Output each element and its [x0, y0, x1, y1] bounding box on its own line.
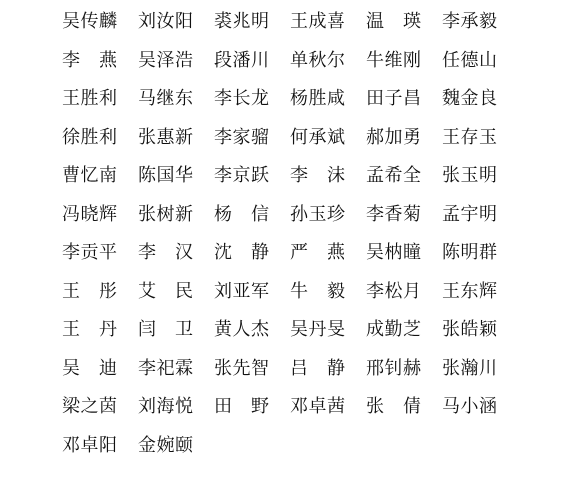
name-entry: 吴泽浩 [138, 49, 194, 71]
name-entry: 李京跃 [214, 165, 270, 187]
name-entry: 吴 迪 [62, 357, 118, 379]
name-entry: 李长龙 [214, 88, 270, 110]
name-entry: 邓卓阳 [62, 434, 118, 456]
name-entry: 张先智 [214, 357, 270, 379]
name-entry: 冯晓辉 [62, 203, 118, 225]
name-entry: 李承毅 [442, 11, 498, 33]
name-entry: 成勤芝 [366, 319, 422, 341]
name-entry: 黄人杰 [214, 319, 270, 341]
name-entry: 张惠新 [138, 126, 194, 148]
name-entry: 徐胜利 [62, 126, 118, 148]
name-entry: 严 燕 [290, 242, 346, 264]
name-entry: 郝加勇 [366, 126, 422, 148]
name-entry: 李祀霖 [138, 357, 194, 379]
name-entry: 李香菊 [366, 203, 422, 225]
name-entry: 曹忆南 [62, 165, 118, 187]
name-entry: 张皓颖 [442, 319, 498, 341]
name-entry: 裘兆明 [214, 11, 270, 33]
name-entry: 张玉明 [442, 165, 498, 187]
name-entry: 梁之茵 [62, 396, 118, 418]
name-entry: 吴传麟 [62, 11, 118, 33]
name-entry: 魏金良 [442, 88, 498, 110]
name-entry: 马小涵 [442, 396, 498, 418]
name-entry: 刘汝阳 [138, 11, 194, 33]
name-entry: 闫 卫 [138, 319, 194, 341]
name-entry: 牛维刚 [366, 49, 422, 71]
name-entry: 王 彤 [62, 280, 118, 302]
name-entry: 吕 静 [290, 357, 346, 379]
name-entry: 单秋尔 [290, 49, 346, 71]
name-entry: 王胜利 [62, 88, 118, 110]
name-entry: 邢钊赫 [366, 357, 422, 379]
name-entry: 张瀚川 [442, 357, 498, 379]
name-entry: 吴丹旻 [290, 319, 346, 341]
name-entry: 刘亚军 [214, 280, 270, 302]
name-entry: 吴枘瞳 [366, 242, 422, 264]
name-entry: 刘海悦 [138, 396, 194, 418]
name-entry: 田子昌 [366, 88, 422, 110]
name-entry: 王 丹 [62, 319, 118, 341]
name-entry: 杨胜咸 [290, 88, 346, 110]
name-entry: 沈 静 [214, 242, 270, 264]
name-entry: 艾 民 [138, 280, 194, 302]
name-entry: 杨 信 [214, 203, 270, 225]
name-entry: 段潘川 [214, 49, 270, 71]
name-entry: 田 野 [214, 396, 270, 418]
name-entry: 李贡平 [62, 242, 118, 264]
name-entry: 邓卓茜 [290, 396, 346, 418]
name-entry: 李 燕 [62, 49, 118, 71]
name-entry: 李家骝 [214, 126, 270, 148]
name-list [62, 3, 518, 465]
name-entry: 李松月 [366, 280, 422, 302]
name-entry: 任德山 [442, 49, 498, 71]
name-entry: 张树新 [138, 203, 194, 225]
name-entry: 李 汉 [138, 242, 194, 264]
name-entry: 张 倩 [366, 396, 422, 418]
name-entry: 牛 毅 [290, 280, 346, 302]
name-entry: 王存玉 [442, 126, 498, 148]
name-entry: 马继东 [138, 88, 194, 110]
name-entry: 孙玉珍 [290, 203, 346, 225]
name-entry: 何承斌 [290, 126, 346, 148]
name-entry: 陈明群 [442, 242, 498, 264]
name-entry: 孟宇明 [442, 203, 498, 225]
name-entry: 金婉颐 [138, 434, 194, 456]
name-entry: 温 瑛 [366, 11, 422, 33]
name-entry: 孟希全 [366, 165, 422, 187]
name-entry: 李 沫 [290, 165, 346, 187]
name-entry: 王东辉 [442, 280, 498, 302]
name-entry: 陈国华 [138, 165, 194, 187]
name-entry: 王成喜 [290, 11, 346, 33]
